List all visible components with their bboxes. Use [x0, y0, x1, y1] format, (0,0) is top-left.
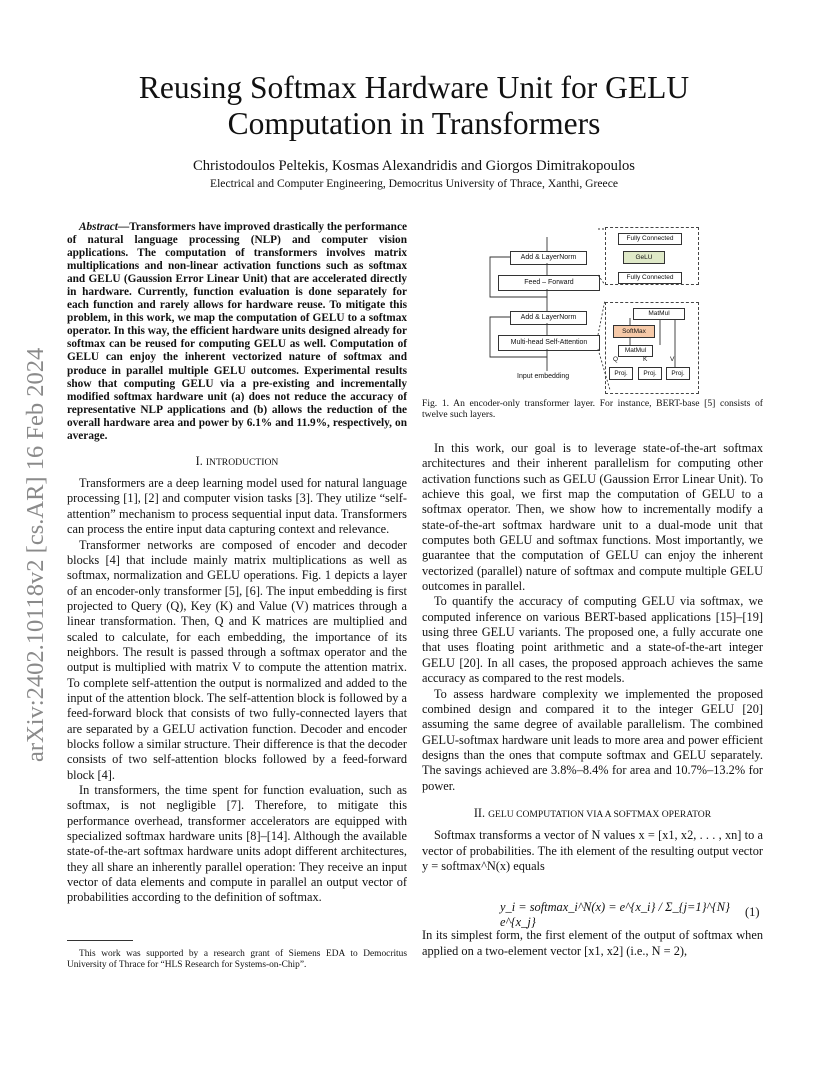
- add-layernorm-top-box: Add & LayerNorm: [510, 251, 587, 265]
- arxiv-stamp: arXiv:2402.10118v2 [cs.AR] 16 Feb 2024: [22, 347, 49, 762]
- left-column: [67, 221, 407, 906]
- k-label: K: [643, 356, 648, 363]
- multi-head-self-attention-box: Multi-head Self-Attention: [498, 335, 600, 351]
- section-heading-1: [67, 454, 407, 470]
- authors: Christodoulos Peltekis, Kosmas Alexandridis and Giorgos Dimitrakopoulos: [193, 158, 635, 174]
- section-title: GELU COMPUTATION VIA A SOFTMAX OPERATOR: [488, 808, 712, 820]
- section-heading-2: [422, 806, 763, 822]
- paper-title: Reusing Softmax Hardware Unit for GELU Computation in Transformers: [138, 70, 690, 141]
- add-layernorm-bottom-box: Add & LayerNorm: [510, 311, 587, 325]
- right-paragraph-2: To quantify the accuracy of computing GELU via softmax, we computed inference on various BERT-based applications [15]–[19] using three GELU variants. The proposed one, a fully accurate one that uses floating point arithmetic and a state-of-the-art integer GELU [20]. In all cases, the proposed approach achieves the same accuracy as compared to the rest models.: [422, 594, 763, 686]
- input-embedding-label: Input embedding: [517, 373, 570, 380]
- k-proj-box: Proj.: [638, 367, 662, 380]
- abstract-lead: Abstract: [79, 221, 118, 233]
- fully-connected-bottom-box: Fully Connected: [618, 272, 682, 284]
- footnote-rule: [67, 940, 133, 941]
- abstract-text: —Transformers have improved drastically the performance of natural language processing (NLP) and computer vision applications. The computation of transformers involves matrix multiplications and non-linear activation functions such as softmax and GELU (Gaussion Error Linear Unit) that are accelerated directly in hardware. Currently, function evaluation is done separately for each function and rarely allows for hardware reuse. To mitigate this problem, in this work, we map the computation of GELU to a softmax operator. In this way, the efficient hardware units designed already for softmax can be reused for computing GELU as well. Computation of GELU can enjoy the inherent vectorized nature of softmax and produce in parallel multiple GELU outcomes. Experimental results show that computing GELU via a pre-existing and incrementally modified softmax hardware unit (a) does not reduce the accuracy of representative NLP applications and (b) allows the reduction of the overall hardware area and power by 6.1% and 11.9%, respectively, on average.: [67, 221, 407, 442]
- section-title: INTRODUCTION: [205, 456, 279, 468]
- feed-forward-box: Feed – Forward: [498, 275, 600, 291]
- right-paragraph-1: In this work, our goal is to leverage state-of-the-art softmax architectures and their inherent parallelism for computing other activation functions such as GELU (Gaussion Error Linear Unit). To achieve this goal, we first map the computation of GELU to a softmax operator. Then, we show how to incrementally modify a state-of-the-art softmax hardware unit to a dual-mode unit that computes both GELU and softmax functions. Most importantly, we guarantee that the computation of GELU can enjoy the inherent vectorized (parallel) nature of softmax and compute multiple GELU outcomes in parallel.: [422, 441, 763, 594]
- matmul-bottom-box: MatMul: [618, 345, 653, 357]
- equation-1: [500, 900, 765, 930]
- abstract: [67, 221, 407, 443]
- gelu-box: GeLU: [623, 251, 665, 264]
- right-paragraph-3: To assess hardware complexity we implemented the proposed combined design and compared it to the integer GELU [20] assuming the same degree of available parallelism. The combined GELU-softmax hardware unit leads to more area and power efficient designs than the ones that compute softmax and GELU separately. The savings achieved are 3.8%–8.4% for area and 10.7%–13.2% for power.: [422, 686, 763, 793]
- v-label: V: [670, 356, 675, 363]
- right-paragraph-5: In its simplest form, the first element of the output of softmax when applied on a two-element vector [x1, x2] (i.e., N = 2),: [422, 928, 763, 958]
- footnote: [67, 949, 407, 971]
- figure-1-diagram: [485, 225, 703, 395]
- q-label: Q: [613, 356, 619, 363]
- affiliation: Electrical and Computer Engineering, Democritus University of Thrace, Xanthi, Greece: [210, 177, 618, 190]
- q-proj-box: Proj.: [609, 367, 633, 380]
- intro-paragraph-2: Transformer networks are composed of encoder and decoder blocks [4] that include mainly matrix multiplications as well as softmax, normalization and GELU operations. Fig. 1 depicts a layer of an encoder-only transformer [5], [6]. The input embedding is first projected to Query (Q), Key (K) and Value (V) matrices through a linear transformation. Then, Q and K matrices are multiplied and scaled to calculate, for each embedding, the importance of its neighbors. The result is passed through a softmax operator and the output is multiplied with matrix V to compute the attention matrix. To complete self-attention the output is normalized and added to the input of the attention block. The self-attention block is followed by a feed-forward block that consists of two fully-connected layers that are separated by a GELU activation function. Decoder and encoder blocks follow a similar structure. Their difference is that the decoder consists of two self-attention blocks followed by a feed-forward block [4].: [67, 537, 407, 782]
- softmax-box: SoftMax: [613, 325, 655, 338]
- intro-paragraph-1: Transformers are a deep learning model used for natural language processing [1], [2] and computer vision tasks [3]. They utilize “self-attention” mechanism to process sequential input data. Transformers can process the entire input data capturing context and relevance.: [67, 476, 407, 537]
- matmul-top-box: MatMul: [633, 308, 685, 320]
- section-number: II.: [473, 805, 486, 820]
- figure-caption: Fig. 1. An encoder-only transformer layer. For instance, BERT-base [5] consists of twelve such layers.: [422, 398, 763, 421]
- right-paragraph-4: Softmax transforms a vector of N values x = [x1, x2, . . . , xn] to a vector of probabilities. The ith element of the resulting output vector y = softmax^N(x) equals: [422, 828, 763, 873]
- right-column: [422, 441, 763, 959]
- footnote-text: This work was supported by a research grant of Siemens EDA to Democritus University of Thrace for “HLS Research for Systems-on-Chip”.: [67, 949, 407, 971]
- equation-text: y_i = softmax_i^N(x) = e^{x_i} / Σ_{j=1}^{N} e^{x_j}: [500, 900, 730, 929]
- fully-connected-top-box: Fully Connected: [618, 233, 682, 245]
- section-number: I.: [195, 453, 203, 468]
- intro-paragraph-3: In transformers, the time spent for function evaluation, such as softmax, is not negligible [7]. Therefore, to mitigate this performance overhead, transformer accelerators are equipped with specialized softmax hardware units [8]–[14]. Although the available state-of-the-art softmax hardware units adopt different architectures, they all share an inherently parallel operation: They receive an input vector of data elements and compute in parallel an output vector of probabilities according to the definition of softmax.: [67, 783, 407, 905]
- v-proj-box: Proj.: [666, 367, 690, 380]
- equation-number: (1): [745, 905, 760, 919]
